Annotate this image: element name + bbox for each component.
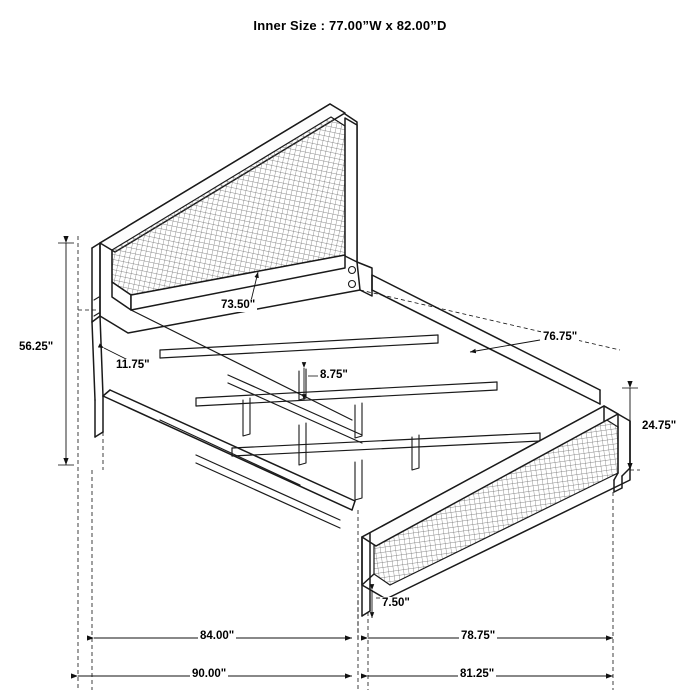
dim-side-rail-length: 76.75" bbox=[543, 331, 578, 343]
dim-headboard-height: 56.25" bbox=[19, 341, 54, 353]
dim-slat-height: 8.75" bbox=[320, 369, 348, 381]
dim-upper-left-span: 84.00" bbox=[200, 630, 235, 642]
page-title: Inner Size : 77.00”W x 82.00”D bbox=[253, 18, 447, 33]
dim-footboard-height: 24.75" bbox=[642, 420, 677, 432]
dim-headboard-width: 73.50" bbox=[221, 299, 256, 311]
dim-lower-right-span: 81.25" bbox=[460, 668, 495, 680]
dim-lower-left-span: 90.00" bbox=[192, 668, 227, 680]
dim-rail-height: 11.75" bbox=[116, 359, 150, 371]
dim-footboard-clearance: 7.50" bbox=[382, 597, 410, 609]
dim-upper-right-span: 78.75" bbox=[461, 630, 496, 642]
